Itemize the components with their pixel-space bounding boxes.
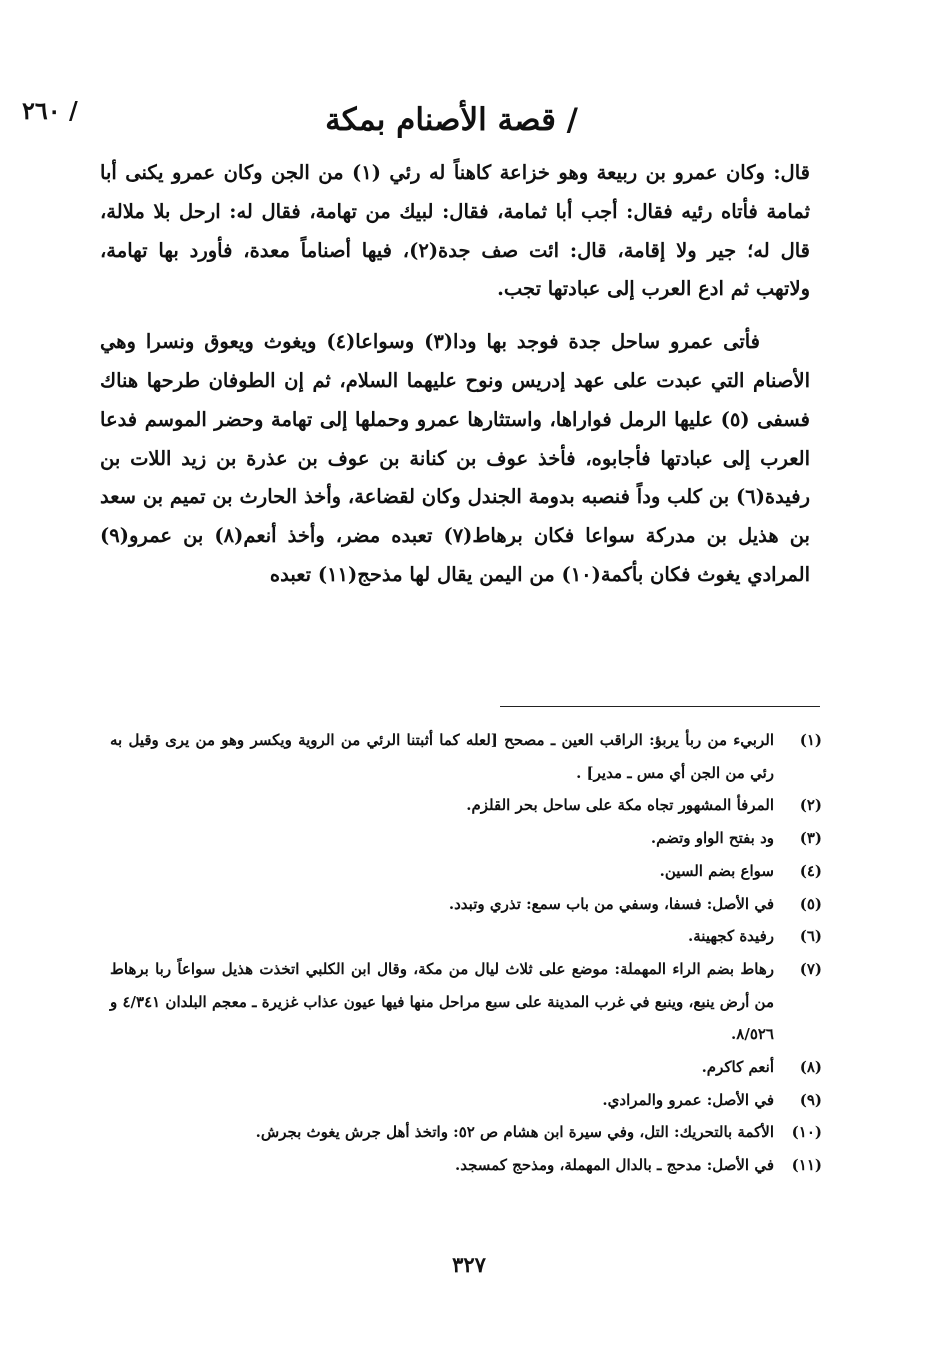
footnote-text: رهاط بضم الراء المهملة: موضع على ثلاث ليال من مكة، وقال ابن الكلبي اتخذت هذيل سواعاً ربا برهاط من أرض ينبع، وينبع في غرب المدينة على سبع مراحل منها فيها عيون عذاب غزيرة ـ معجم البلدان ٤/٣٤١ و ٨/٥٢٦. (110, 959, 775, 1044)
footnote-number: (٧) (799, 959, 822, 978)
footnote (110, 888, 822, 921)
footnote (110, 953, 822, 1051)
footnote-text: أنعم كاكرم. (701, 1058, 774, 1077)
main-text (100, 154, 810, 595)
footnote-text: ود بفتح الواو وتضم. (650, 829, 774, 848)
footnote-text: سواع بضم السين. (659, 861, 774, 880)
footnote-number: (٥) (799, 894, 822, 913)
footnote-divider (500, 706, 820, 707)
paragraph: قال: وكان عمرو بن ربيعة وهو خزاعة كاهناً له رئي (١) من الجن وكان عمرو يكنى أبا ثمامة فأتاه رئيه فقال: أجب أبا ثمامة، فقال: لبيك من تهامة، فقال له: ارحل بلا ملالة، قال له؛ جير ولا إقامة، قال: ائت صف جدة(٢)، فيها أصناماً معدة، فأورد بها تهامة، ولاتهب ثم ادع العرب إلى عبادتها تجب. (100, 161, 810, 301)
footnote-text: الربيء من ربأ يربؤ: الراقب العين ـ مصحح [لعله كما أثبتنا الرئي من الروية ويكسر وهو من يرى وقيل به رئي من الجن أي مس ـ مدير] . (110, 731, 774, 782)
footnote (110, 855, 822, 888)
footnote (110, 1051, 822, 1084)
paragraph: فأتى عمرو ساحل جدة فوجد بها ودا(٣) وسواعا(٤) ويغوث ويعوق ونسرا وهي الأصنام التي عبدت على عهد إدريس ونوح عليهما السلام، ثم إن الطوفان طرحها هناك فسفى (٥) عليها الرمل فواراها، واستثارها عمرو وحملها إلى تهامة وحضر الموسم فدعا العرب إلى عبادتها فأجابوه، فأخذ عوف بن كنانة بن عوف بن عذرة بن زيد اللات بن رفيدة(٦) بن كلب وداً فنصبه بدومة الجندل وكان لقضاعة، وأخذ الحارث بن تميم بن سعد بن هذيل بن مدركة سواعا فكان برهاط(٧) تعبده مضر، وأخذ أنعم(٨) بن عمرو(٩) المرادي يغوث فكان بأكمة(١٠) من اليمن يقال لها مذحج(١١) تعبده (100, 330, 810, 586)
footnote-text: المرفأ المشهور تجاه مكة على ساحل بحر القلزم. (466, 796, 774, 815)
footnote (110, 1149, 822, 1182)
footnote-text: في الأصل: فسفا، وسفي من باب سمع: تذري وتبدد. (448, 894, 774, 913)
footnote (110, 1116, 822, 1149)
footnote-number: (١١) (791, 1156, 822, 1175)
footnote-text: الأكمة بالتحريك: التل، وفي سيرة ابن هشام ص ٥٢: واتخذ أهل جرش يغوث بجرش. (255, 1123, 774, 1142)
footnote (110, 724, 822, 789)
footnote-number: (٨) (799, 1058, 822, 1077)
footnote (110, 822, 822, 855)
footnote-text: في الأصل: مدحج ـ بالدال المهملة، ومذحج كمسجد. (454, 1156, 774, 1175)
chapter-title: / قصة الأصنام بمكة (325, 102, 578, 138)
page-number: ٣٢٧ (452, 1252, 486, 1277)
original-page-number: / ٢٦٠ (22, 96, 78, 125)
footnote-text: رفيدة كجهينة. (688, 927, 774, 946)
footnote-number: (٤) (799, 861, 822, 880)
footnote-number: (١) (799, 731, 822, 749)
footnote (110, 789, 822, 822)
footnote-text: في الأصل: عمرو والمرادي. (602, 1090, 774, 1109)
footnote (110, 920, 822, 953)
footnote-number: (٢) (799, 796, 822, 815)
footnote-number: (٩) (799, 1090, 822, 1109)
footnote-number: (٦) (799, 927, 822, 946)
footnotes (110, 724, 822, 1182)
footnote (110, 1084, 822, 1117)
footnote-number: (١٠) (791, 1123, 822, 1142)
footnote-number: (٣) (799, 829, 822, 848)
